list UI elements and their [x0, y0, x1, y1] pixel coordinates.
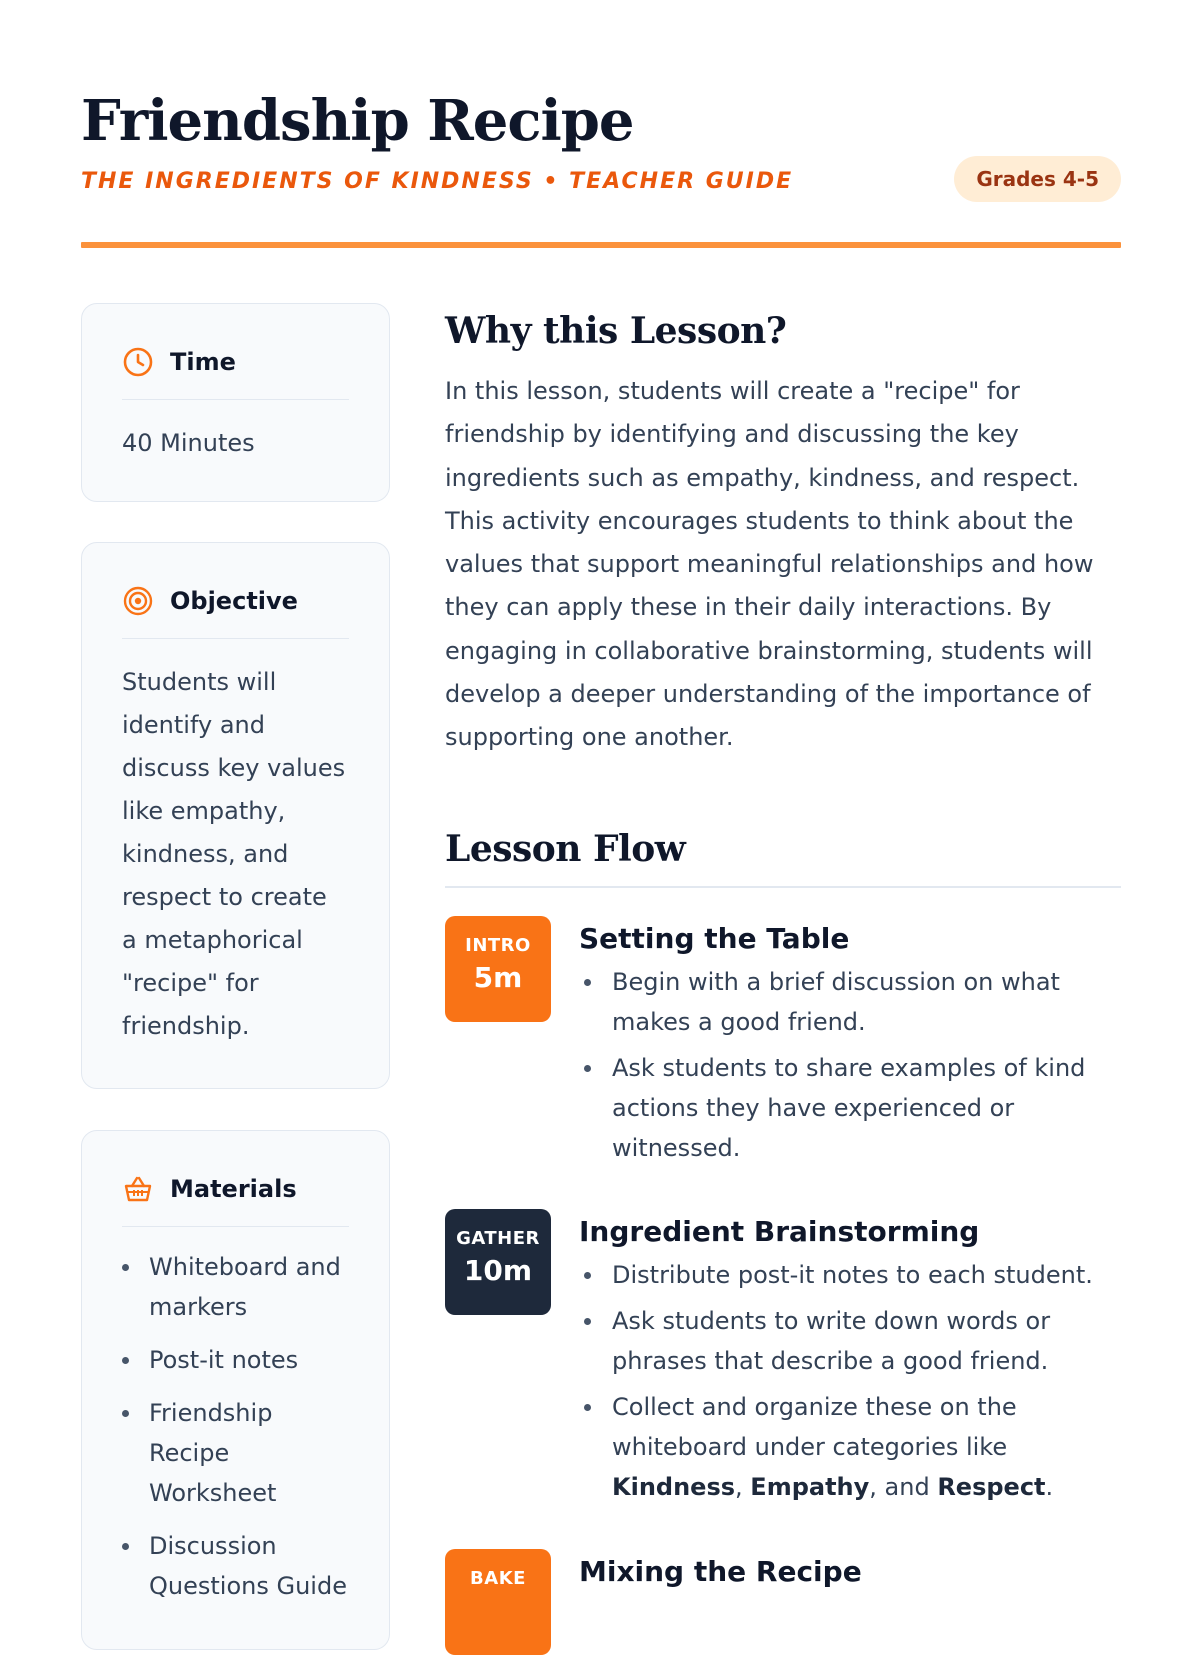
time-value: 40 Minutes	[122, 429, 255, 457]
clock-icon	[122, 346, 154, 378]
step-bullets	[579, 962, 1121, 1174]
step-badge-label: BAKE	[470, 1568, 526, 1589]
list-item: Ask students to write down words or phrases that describe a good friend.	[579, 1301, 1121, 1381]
list-item: Ask students to share examples of kind actions they have experienced or witnessed.	[579, 1048, 1121, 1168]
period: .	[1045, 1473, 1054, 1501]
list-item: Friendship Recipe Worksheet	[122, 1393, 349, 1513]
materials-list	[122, 1227, 349, 1606]
objective-card	[81, 542, 390, 1089]
separator: ,	[735, 1473, 751, 1501]
why-paragraph: In this lesson, students will create a "recipe" for friendship by identifying and discussing the key ingredients such as empathy, kindness, and respect. This activity encourages students to think about the values that support meaningful relationships and how they can apply these in their daily interactions. By engaging in collaborative brainstorming, students will develop a deeper understanding of the importance of supporting one another.	[445, 377, 1094, 752]
grade-badge: Grades 4-5	[954, 156, 1121, 202]
basket-icon	[122, 1173, 154, 1205]
objective-label: Objective	[170, 586, 298, 615]
step-badge	[445, 1209, 551, 1315]
separator: , and	[869, 1473, 938, 1501]
step-title: Ingredient Brainstorming	[579, 1215, 980, 1248]
keyword-respect: Respect	[937, 1473, 1046, 1501]
time-card	[81, 303, 390, 502]
page-header	[81, 84, 1121, 194]
step-bullets	[579, 1255, 1121, 1513]
list-item: Begin with a brief discussion on what makes a good friend.	[579, 962, 1121, 1042]
page-subtitle: THE INGREDIENTS OF KINDNESS • TEACHER GUIDE	[81, 169, 794, 194]
materials-label: Materials	[170, 1174, 297, 1203]
list-item: Whiteboard and markers	[122, 1247, 349, 1327]
materials-card	[81, 1130, 390, 1650]
page-title: Friendship Recipe	[81, 88, 634, 154]
time-label: Time	[170, 347, 236, 376]
materials-card-header	[122, 1131, 349, 1227]
bullet-text: Collect and organize these on the whiteboard under categories like	[612, 1393, 1017, 1461]
step-title: Mixing the Recipe	[579, 1555, 862, 1588]
list-item	[579, 1387, 1121, 1507]
step-badge	[445, 916, 551, 1022]
header-divider	[81, 242, 1121, 248]
lesson-flow-divider	[445, 886, 1121, 888]
step-badge-time: 5m	[473, 961, 523, 994]
step-badge	[445, 1549, 551, 1655]
target-icon	[122, 585, 154, 617]
step-title: Setting the Table	[579, 922, 850, 955]
objective-text: Students will identify and discuss key values like empathy, kindness, and respect to create a metaphorical "recipe" for friendship.	[122, 668, 346, 1040]
step-badge-label: INTRO	[465, 935, 531, 956]
objective-card-header	[122, 543, 349, 639]
why-heading: Why this Lesson?	[445, 310, 787, 352]
list-item: Discussion Questions Guide	[122, 1526, 349, 1606]
list-item: Distribute post-it notes to each student.	[579, 1255, 1121, 1295]
keyword-empathy: Empathy	[750, 1473, 870, 1501]
step-badge-time: 10m	[463, 1254, 533, 1287]
lesson-flow-heading: Lesson Flow	[445, 828, 686, 870]
keyword-kindness: Kindness	[612, 1473, 736, 1501]
step-badge-label: GATHER	[456, 1228, 540, 1249]
time-card-header	[122, 304, 349, 400]
list-item: Post-it notes	[122, 1340, 349, 1380]
